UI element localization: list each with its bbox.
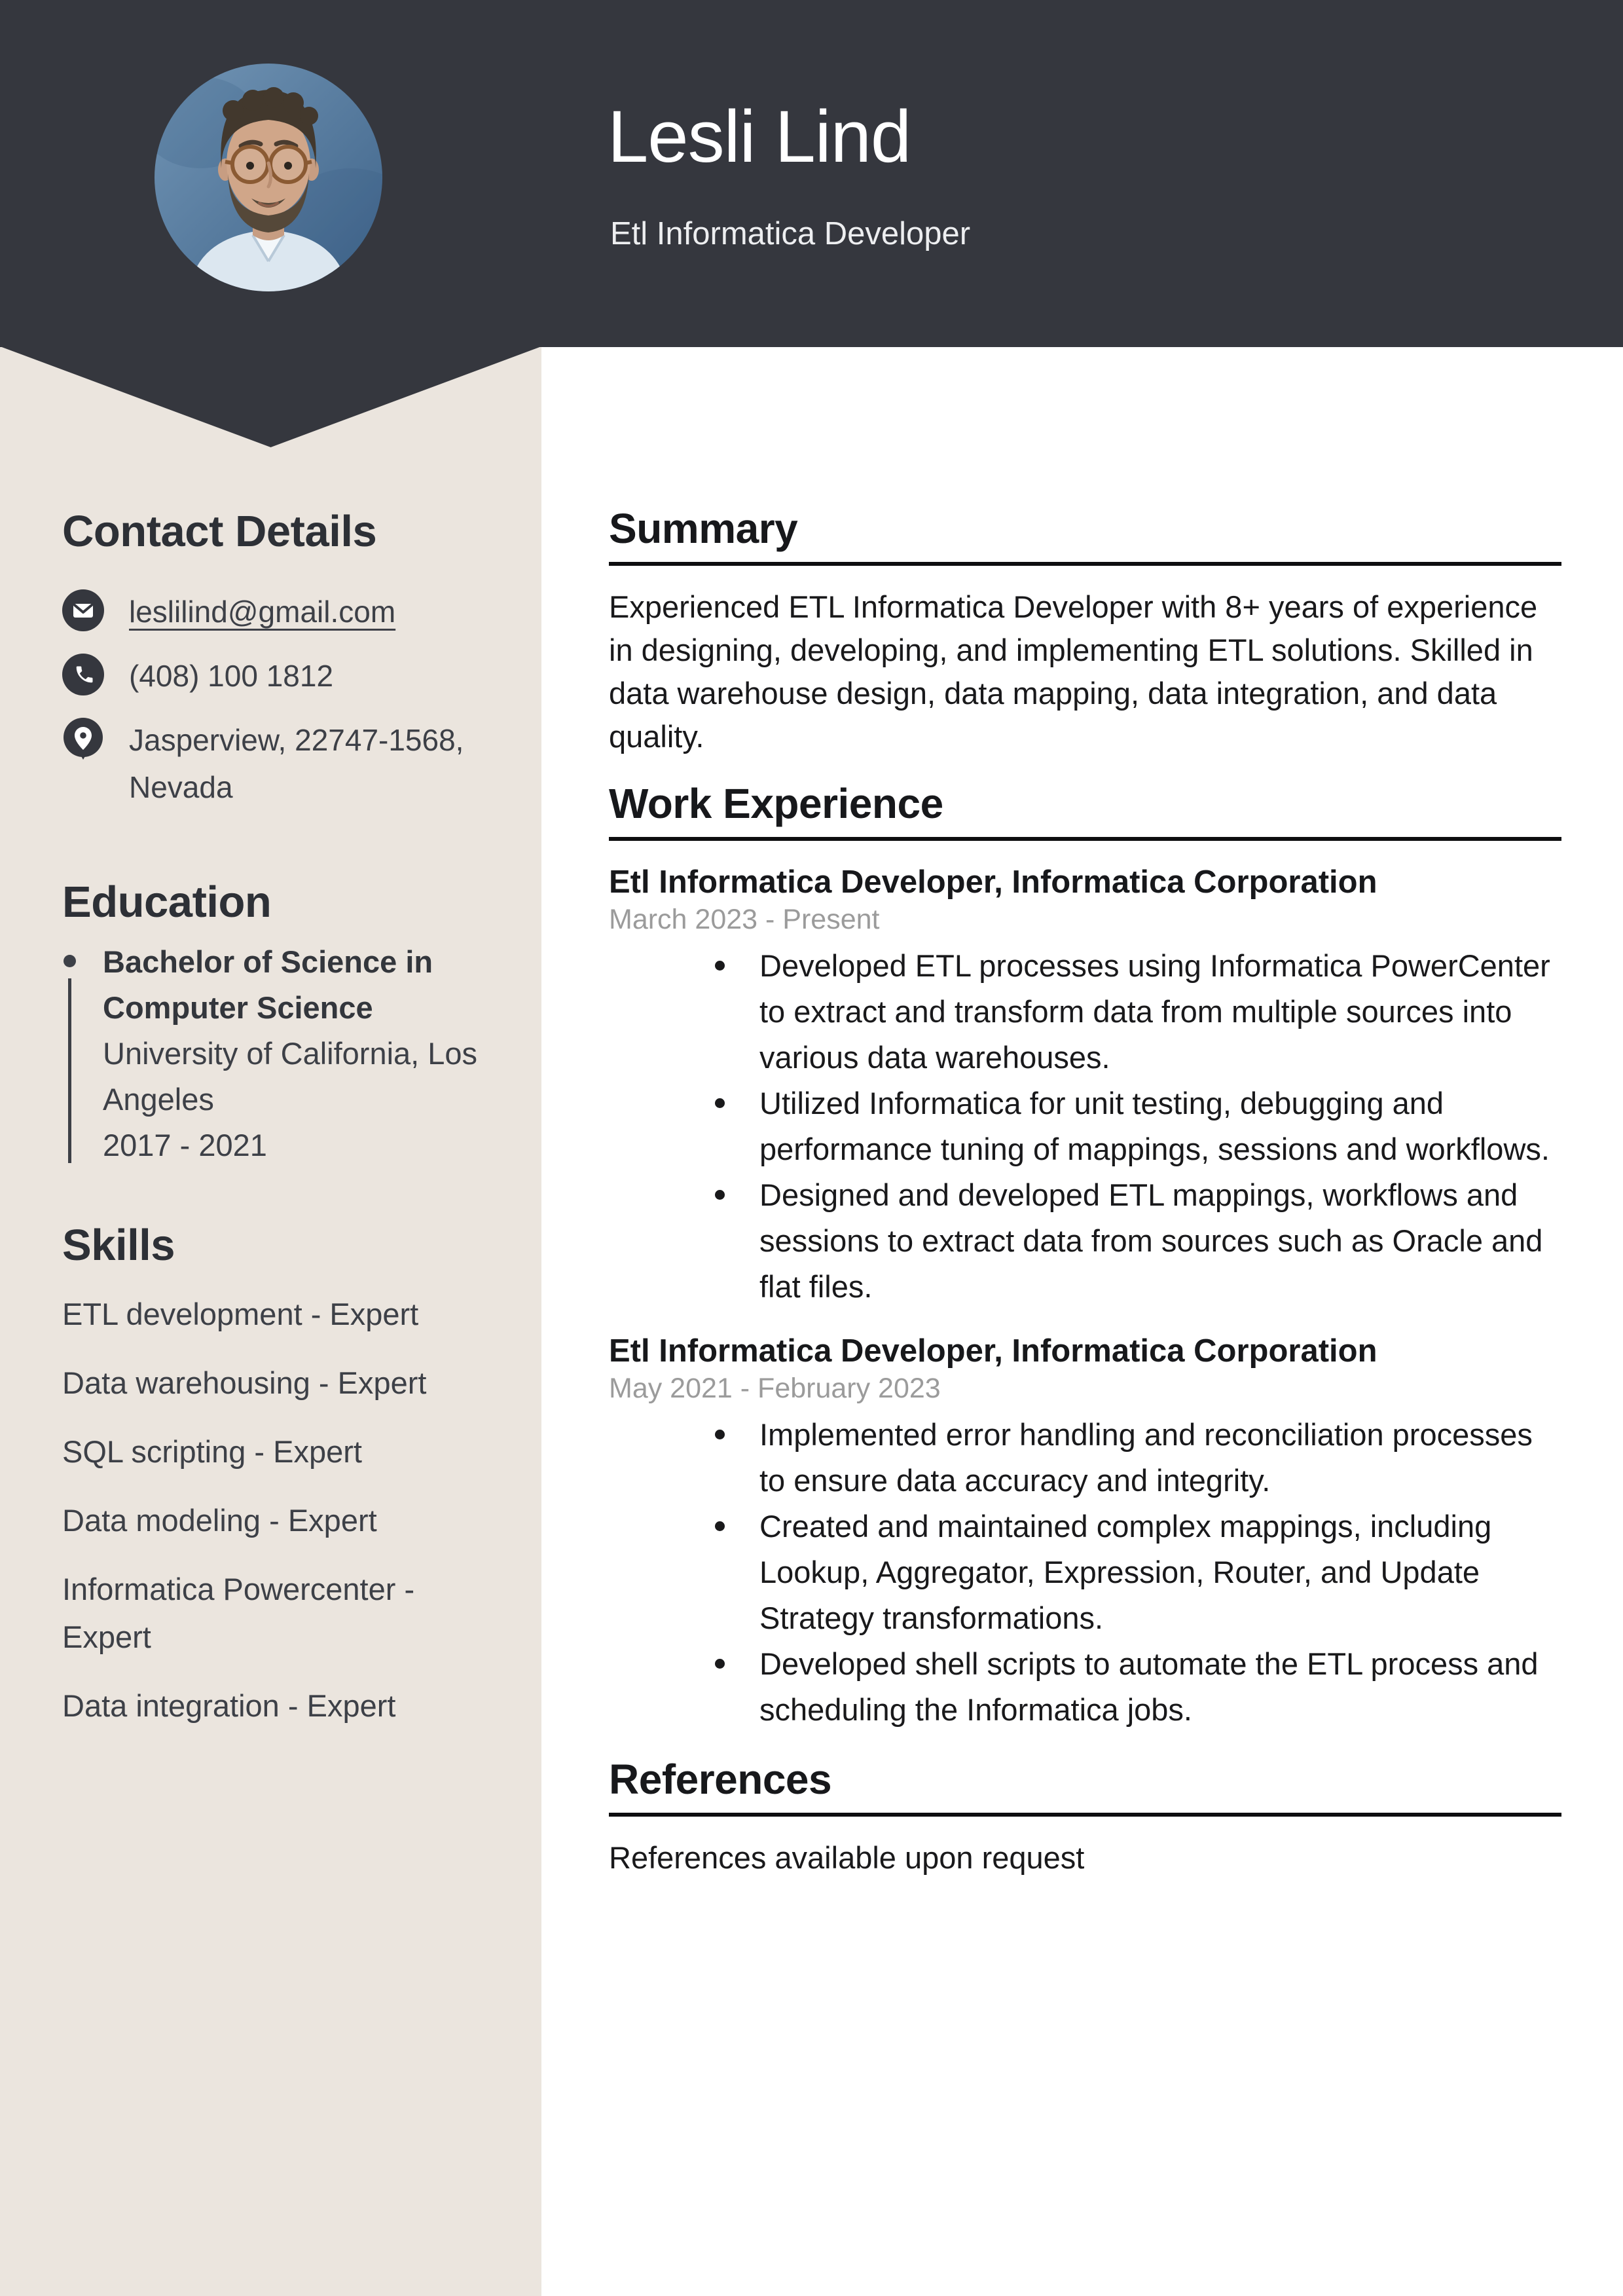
job-dates: March 2023 - Present <box>609 904 880 935</box>
job-bullet-list <box>609 1412 1561 1733</box>
timeline-line <box>68 978 71 1163</box>
job-dates: May 2021 - February 2023 <box>609 1373 941 1404</box>
references-section <box>609 1755 1561 1879</box>
work-experience-heading: Work Experience <box>609 780 943 827</box>
contact-row-email <box>62 588 514 635</box>
contact-row-phone <box>62 652 514 699</box>
education-heading: Education <box>62 878 272 927</box>
school-name: University of California, Los Angeles <box>103 1036 478 1117</box>
contact-details-section <box>62 506 514 811</box>
section-underline <box>609 562 1561 566</box>
references-text: References available upon request <box>609 1840 1085 1875</box>
envelope-icon <box>62 589 104 631</box>
map-pin-icon <box>62 718 104 760</box>
section-underline <box>609 837 1561 841</box>
skill-item: Informatica Powercenter - Expert <box>62 1572 415 1654</box>
education-entry <box>62 939 514 1168</box>
skill-item: Data integration - Expert <box>62 1688 396 1723</box>
contact-rows <box>62 588 514 811</box>
summary-heading: Summary <box>609 505 798 552</box>
degree-name: Bachelor of Science in Computer Science <box>103 944 433 1025</box>
contact-row-location <box>62 716 514 811</box>
bullet-item: Implemented error handling and reconciliation processes to ensure data accuracy and integrity. <box>609 1412 1561 1504</box>
skill-item: Data warehousing - Expert <box>62 1365 427 1400</box>
skill-item: SQL scripting - Expert <box>62 1434 362 1469</box>
job-entry <box>609 863 1561 1310</box>
job-entry <box>609 1332 1561 1733</box>
education-dates: 2017 - 2021 <box>103 1128 267 1162</box>
skill-item: ETL development - Expert <box>62 1297 419 1331</box>
bullet-item: Created and maintained complex mappings, including Lookup, Aggregator, Expression, Router, and Update Strategy transformations. <box>609 1504 1561 1641</box>
bullet-item: Developed ETL processes using Informatica PowerCenter to extract and transform data from multiple sources into various data warehouses. <box>609 943 1561 1081</box>
skills-heading: Skills <box>62 1221 175 1270</box>
person-job-title: Etl Informatica Developer <box>610 216 971 251</box>
bullet-item: Designed and developed ETL mappings, workflows and sessions to extract data from sources such as Oracle and flat files. <box>609 1172 1561 1310</box>
bullet-item: Utilized Informatica for unit testing, debugging and performance tuning of mappings, sessions and workflows. <box>609 1081 1561 1172</box>
email-link[interactable]: leslilind@gmail.com <box>129 595 396 629</box>
work-experience-section <box>609 779 1561 1733</box>
skills-list <box>62 1290 514 1730</box>
location-text: Jasperview, 22747-1568, Nevada <box>129 723 464 804</box>
section-underline <box>609 1813 1561 1817</box>
references-heading: References <box>609 1756 832 1803</box>
summary-text: Experienced ETL Informatica Developer with 8+ years of experience in designing, developing, and implementing ETL solutions. Skilled in data warehouse design, data mapping, data integration, and data quality. <box>609 589 1538 754</box>
phone-icon <box>62 654 104 695</box>
bullet-item: Developed shell scripts to automate the ETL process and scheduling the Informatica jobs. <box>609 1641 1561 1733</box>
job-title: Etl Informatica Developer, Informatica Corporation <box>609 1333 1377 1369</box>
timeline-bullet-icon <box>64 955 76 967</box>
job-bullet-list <box>609 943 1561 1310</box>
summary-section <box>609 504 1561 758</box>
education-section <box>62 876 514 1168</box>
contact-details-heading: Contact Details <box>62 507 377 556</box>
job-title: Etl Informatica Developer, Informatica Corporation <box>609 864 1377 900</box>
person-name: Lesli Lind <box>608 96 911 177</box>
skill-item: Data modeling - Expert <box>62 1503 377 1538</box>
profile-photo <box>155 64 382 291</box>
phone-number: (408) 100 1812 <box>129 659 334 693</box>
skills-section <box>62 1219 514 1750</box>
